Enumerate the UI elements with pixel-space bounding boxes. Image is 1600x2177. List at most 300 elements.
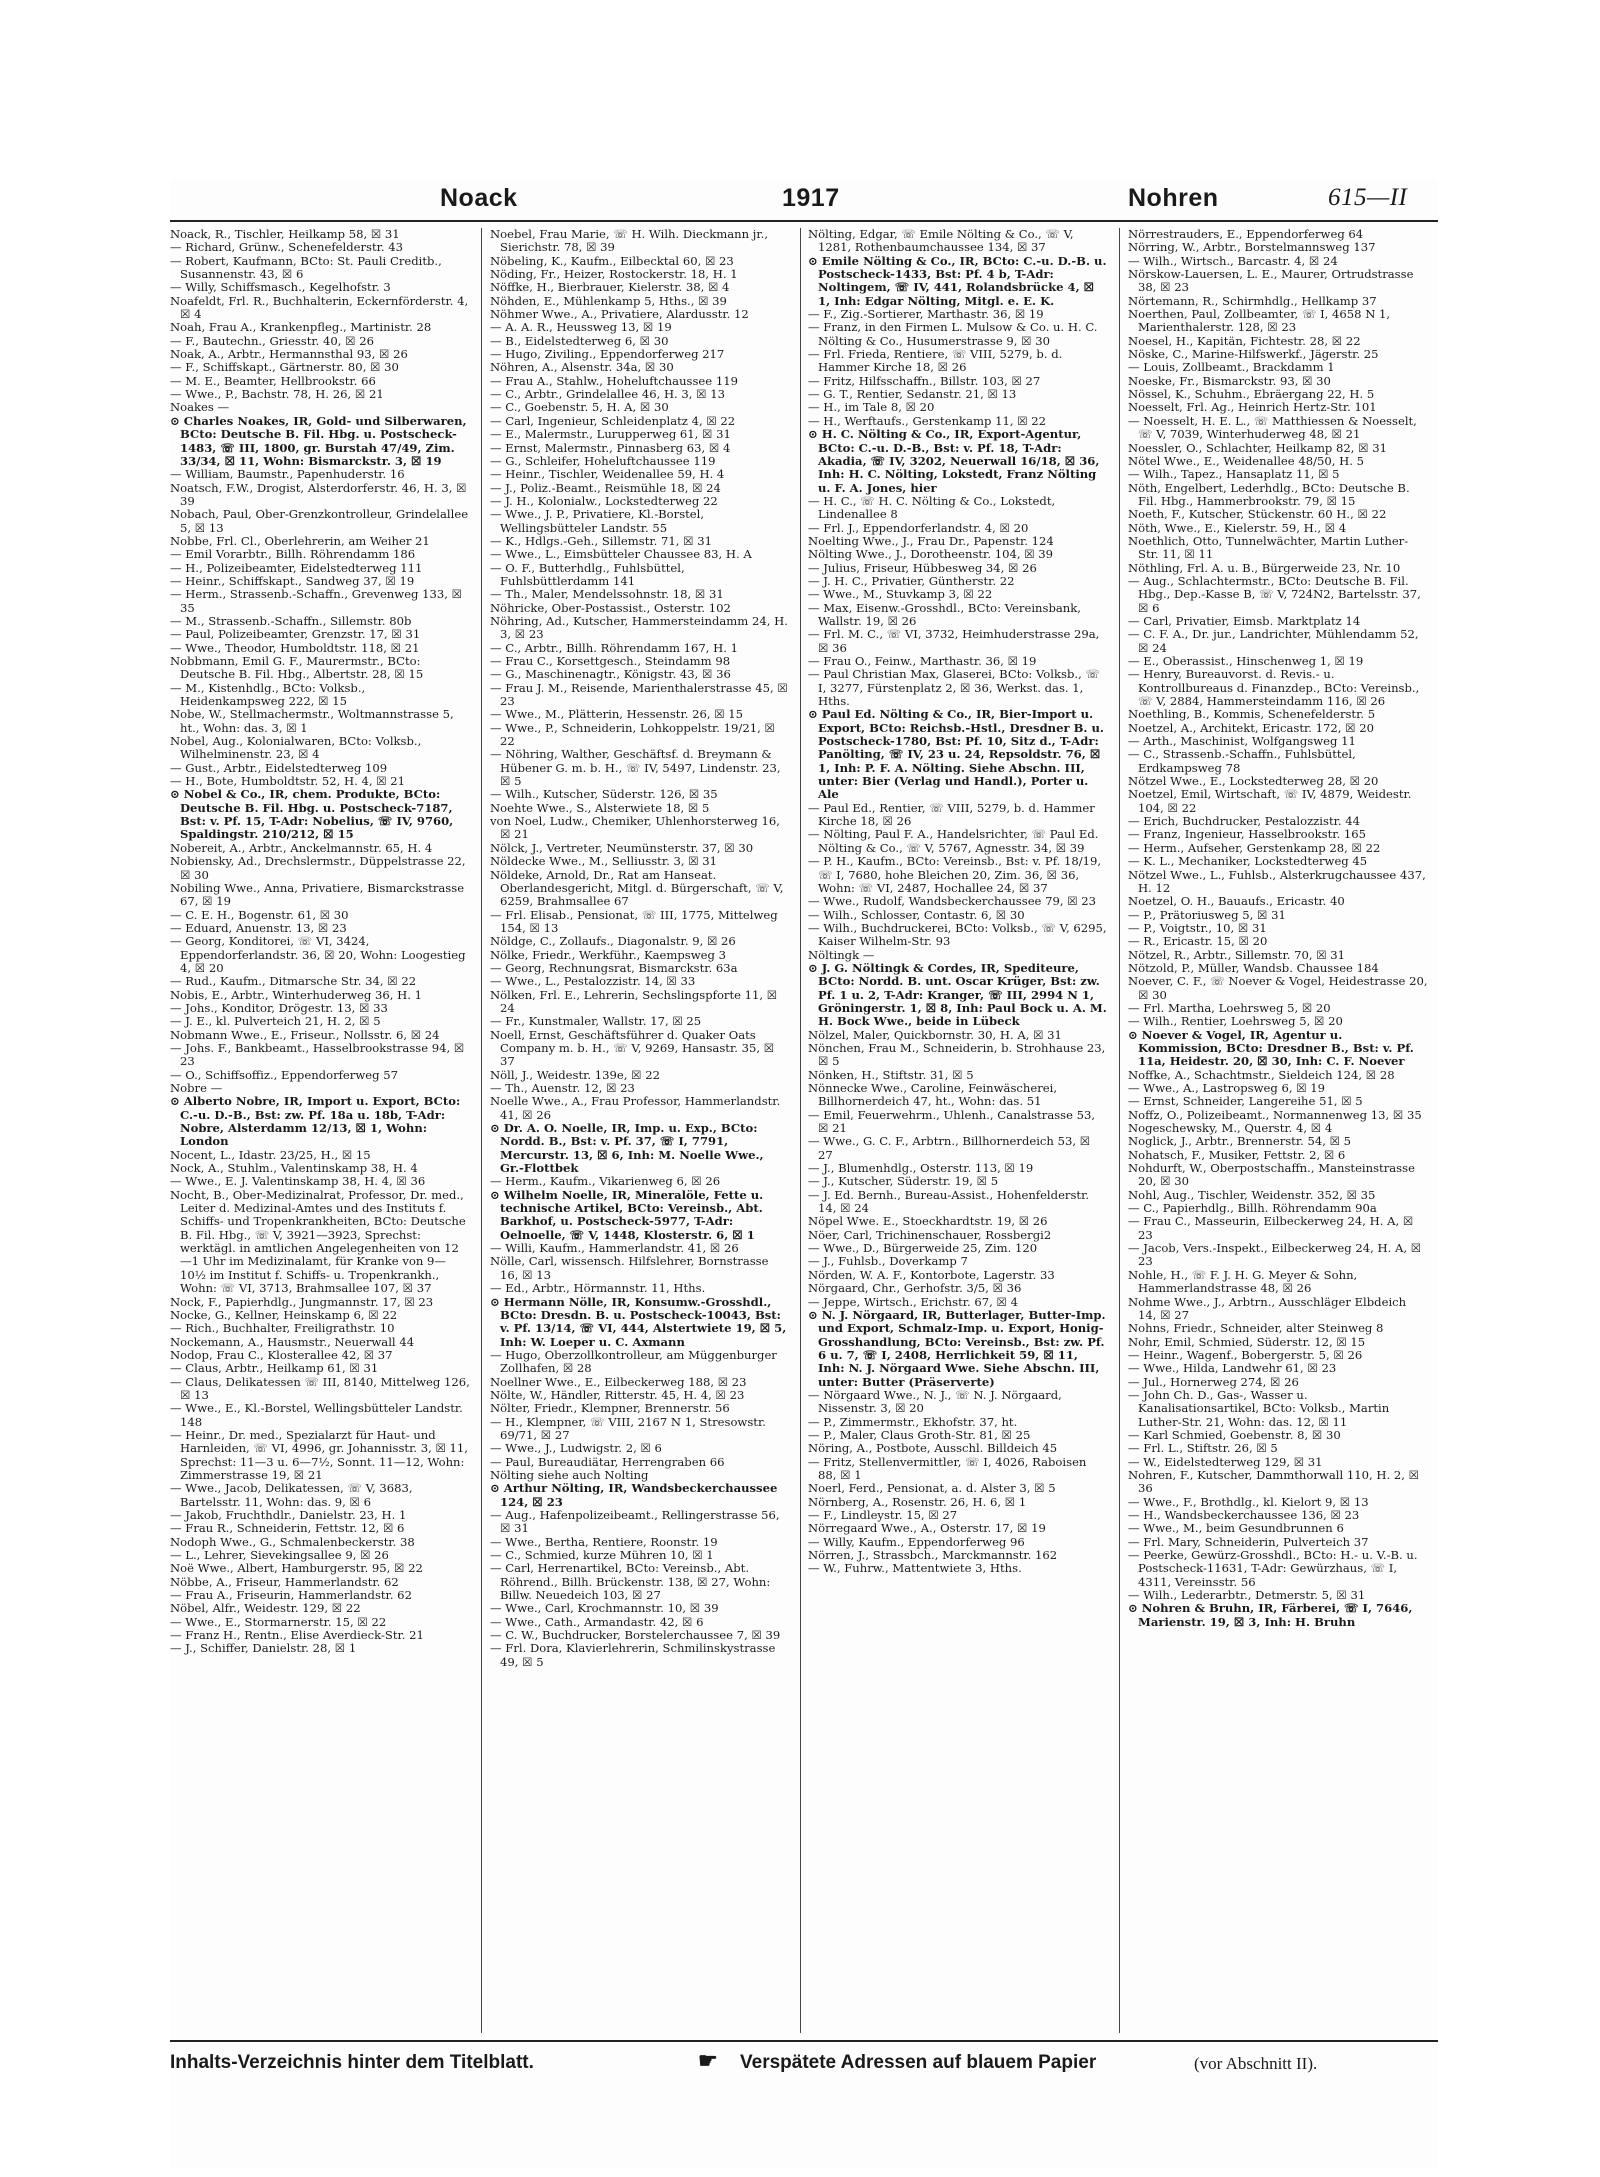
directory-entry: — Frl. L., Stiftstr. 26, ☒ 5 <box>1128 1441 1278 1456</box>
directory-entry: — Nöhring, Walther, Geschäftsf. d. Breymann & Hübener G. m. b. H., ☏ IV, 5497, Lindenstr. 23, ☒ 5 <box>490 747 781 789</box>
page-footer <box>170 2048 1438 2088</box>
directory-entry: — Frau J. M., Reisende, Marienthalerstrasse 45, ☒ 23 <box>490 680 788 709</box>
directory-entry: — F., Schiffskapt., Gärtnerstr. 80, ☒ 30 <box>170 360 399 375</box>
directory-entry: — J., Kutscher, Süderstr. 19, ☒ 5 <box>808 1174 999 1189</box>
directory-entry: Nohle, H., ☏ F. J. H. G. Meyer & Sohn, Hammerlandstrasse 48, ☒ 26 <box>1128 1267 1358 1296</box>
directory-entry: Noehte Wwe., S., Alsterwiete 18, ☒ 5 <box>490 800 710 815</box>
directory-entry: Nötzel Wwe., E., Lockstedterweg 28, ☒ 20 <box>1128 774 1379 789</box>
directory-entry: — Herm., Strassenb.-Schaffn., Grevenweg 133, ☒ 35 <box>170 587 463 615</box>
directory-entry: — Herm., Aufseher, Gerstenkamp 28, ☒ 22 <box>1128 840 1381 855</box>
directory-entry: Nohns, Friedr., Schneider, alter Steinweg 8 <box>1128 1321 1384 1336</box>
directory-entry: Noetzel, A., Architekt, Ericastr. 172, ☒ 20 <box>1128 720 1374 735</box>
column-4 <box>1128 228 1428 2033</box>
directory-entry: — Frau A., Friseurin, Hammerlandstr. 62 <box>170 1588 412 1603</box>
directory-entry: — Richard, Grünw., Schenefelderstr. 43 <box>170 240 404 255</box>
directory-entry: Noever, C. F., ☏ Noever & Vogel, Heidestrasse 20, ☒ 30 <box>1128 974 1428 1002</box>
directory-entry: Nötel Wwe., E., Weidenallee 48/50, H. 5 <box>1128 453 1364 468</box>
directory-entry: — E., Oberassist., Hinschenweg 1, ☒ 19 <box>1128 654 1364 668</box>
directory-entry: — B., Eidelstedterweg 6, ☒ 30 <box>490 333 669 348</box>
directory-entry: Noellner Wwe., E., Eilbeckerweg 188, ☒ 23 <box>490 1374 747 1389</box>
directory-entry: — Hugo, Ziviling., Eppendorferweg 217 <box>490 347 725 362</box>
directory-entry: — Frau C., Masseurin, Eilbeckerweg 24, H. A, ☒ 23 <box>1128 1214 1414 1242</box>
directory-entry: — Georg, Konditorei, ☏ VI, 3424, Eppendorferlandstr. 36, ☒ 20, Wohn: Loogestieg 4, ☒ 20 <box>170 934 466 975</box>
directory-entry: — Frl. J., Eppendorferlandstr. 4, ☒ 20 <box>808 520 1029 535</box>
directory-entry: Noafeldt, Frl. R., Buchhalterin, Eckernförderstr. 4, ☒ 4 <box>170 293 469 322</box>
firm-entry: ⊙ Noever & Vogel, IR, Agentur u. Kommission, BCto: Dresdner B., Bst: v. Pf. 11a, Heidestr. 20, ☒ 30, Inh: C. F. Noever <box>1128 1027 1414 1069</box>
directory-entry: — Frl. Elisab., Pensionat, ☏ III, 1775, Mittelweg 154, ☒ 13 <box>490 907 778 935</box>
directory-entry: Nobiensky, Ad., Drechslermstr., Düppelstrasse 22, ☒ 30 <box>170 854 466 882</box>
directory-entry: — Aug., Hafenpolizeibeamt., Rellingerstrasse 56, ☒ 31 <box>490 1508 780 1536</box>
directory-entry: — Ernst, Schneider, Langereihe 51, ☒ 5 <box>1128 1094 1363 1109</box>
directory-entry: Nölter, Friedr., Klempner, Brennerstr. 56 <box>490 1401 730 1416</box>
directory-entry: — Wwe., J., Ludwigstr. 2, ☒ 6 <box>490 1441 662 1456</box>
directory-entry: Nodoph Wwe., G., Schmalenbeckerstr. 38 <box>170 1534 415 1549</box>
directory-entry: Nobe, W., Stellmachermstr., Woltmannstrasse 5, ht., Wohn: das. 3, ☒ 1 <box>170 707 454 735</box>
directory-entry: — Paul, Bureaudiätar, Herrengraben 66 <box>490 1454 725 1469</box>
firm-entry: ⊙ Alberto Nobre, IR, Import u. Export, BCto: C.-u. D.-B., Bst: zw. Pf. 18a u. 18b, T-Adr: Nobre, Alsterdamm 12/13, ☒ 1, Wohn: London <box>170 1094 461 1149</box>
directory-entry: Noesel, H., Kapitän, Fichtestr. 28, ☒ 22 <box>1128 333 1361 348</box>
directory-entry: Nöpel Wwe. E., Stoeckhardtstr. 19, ☒ 26 <box>808 1214 1048 1229</box>
directory-entry: Nobmann Wwe., E., Friseur., Nollsstr. 6, ☒ 24 <box>170 1027 440 1042</box>
directory-entry: — C. E. H., Bogenstr. 61, ☒ 30 <box>170 907 349 922</box>
directory-entry: — E., Malermstr., Lurupperweg 61, ☒ 31 <box>490 427 731 442</box>
firm-entry: ⊙ Dr. A. O. Noelle, IR, Imp. u. Exp., BCto: Nordd. B., Bst: v. Pf. 37, ☏ I, 7791, Mercurstr. 13, ☒ 6, Inh: M. Noelle Wwe., Gr.-Flottbek <box>490 1121 764 1176</box>
directory-entry: — Frau C., Korsettgesch., Steindamm 98 <box>490 654 731 668</box>
directory-entry: — C., Arbtr., Grindelallee 46, H. 3, ☒ 13 <box>490 387 725 402</box>
directory-entry: Noetzel, O. H., Bauaufs., Ericastr. 40 <box>1128 894 1345 909</box>
directory-entry: — Heinr., Schiffskapt., Sandweg 37, ☒ 19 <box>170 573 415 588</box>
directory-entry: Noffke, A., Schachtmstr., Sieldeich 124, ☒ 28 <box>1128 1067 1395 1082</box>
directory-entry: — J., Poliz.-Beamt., Reismühle 18, ☒ 24 <box>490 480 721 495</box>
directory-entry: Nockemann, A., Hausmstr., Neuerwall 44 <box>170 1334 415 1349</box>
directory-entry: — Robert, Kaufmann, BCto: St. Pauli Creditb., Susannenstr. 43, ☒ 6 <box>170 253 442 282</box>
directory-entry: — Max, Eisenw.-Grosshdl., BCto: Vereinsbank, Wallstr. 19, ☒ 26 <box>808 600 1081 628</box>
firm-entry: ⊙ H. C. Nölting & Co., IR, Export-Agentur, BCto: C.-u. D.-B., Bst: v. Pf. 18, T-Adr: Akadia, ☏ IV, 3202, Neuerwall 16/18, ☒ 36, Inh: H. C. Nölting, Lokstedt, Franz Nölting u. F. A. Jones, hier <box>808 427 1100 495</box>
directory-entry: — Carl, Privatier, Eimsb. Marktplatz 14 <box>1128 613 1361 628</box>
directory-entry: Nöring, A., Postbote, Ausschl. Billdeich 45 <box>808 1441 1058 1456</box>
directory-entry: — Frl. Mary, Schneiderin, Pulverteich 37 <box>1128 1534 1369 1549</box>
directory-entry: Nöske, C., Marine-Hilfswerkf., Jägerstr. 25 <box>1128 347 1379 362</box>
directory-entry: Nöhring, Ad., Kutscher, Hammersteindamm 24, H. 3, ☒ 23 <box>490 613 788 642</box>
directory-entry: — Wwe., P., Bachstr. 78, H. 26, ☒ 21 <box>170 387 384 402</box>
directory-entry: — Heinr., Dr. med., Spezialarzt für Haut- und Harnleiden, ☏ VI, 4996, gr. Johannisstr. 3, ☒ 11, Sprechst: 11—3 u. 6—7½, Sonnt. 11—12, Wohn: Zimmerstrasse 19, ☒ 21 <box>170 1427 468 1482</box>
directory-entry: — Jul., Hornerweg 274, ☒ 26 <box>1128 1374 1299 1389</box>
directory-entry: Nöbbe, A., Friseur, Hammerlandstr. 62 <box>170 1574 399 1589</box>
directory-entry: — Aug., Schlachtermstr., BCto: Deutsche B. Fil. Hbg., Dep.-Kasse B, ☏ V, 724N2, Bartelsstr. 37, ☒ 6 <box>1128 573 1421 615</box>
directory-entry: — Gust., Arbtr., Eidelstedterweg 109 <box>170 760 388 775</box>
directory-entry: — Wilh., Kutscher, Süderstr. 126, ☒ 35 <box>490 787 718 802</box>
directory-entry: Noë Wwe., Albert, Hamburgerstr. 95, ☒ 22 <box>170 1561 423 1576</box>
directory-entry: Nöltingk — <box>808 947 875 962</box>
directory-entry: — Paul Christian Max, Glaserei, BCto: Volksb., ☏ I, 3277, Fürstenplatz 2, ☒ 36, Werkst. das. 1, Hths. <box>808 667 1100 709</box>
directory-entry: — H., Wandsbeckerchaussee 136, ☒ 23 <box>1128 1508 1360 1522</box>
directory-entry: — Frau R., Schneiderin, Fettstr. 12, ☒ 6 <box>170 1521 405 1536</box>
directory-entry: Nötzold, P., Müller, Wandsb. Chaussee 184 <box>1128 960 1379 975</box>
directory-entry: Nock, A., Stuhlm., Valentinskamp 38, H. 4 <box>170 1161 418 1176</box>
directory-entry: — Rud., Kaufm., Ditmarsche Str. 34, ☒ 22 <box>170 974 417 989</box>
directory-entry: Nölck, J., Vertreter, Neumünsterstr. 37, ☒ 30 <box>490 840 754 855</box>
directory-entry: Noffz, O., Polizeibeamt., Normannenweg 13, ☒ 35 <box>1128 1107 1422 1122</box>
directory-entry: — Paul Ed., Rentier, ☏ VIII, 5279, b. d. Hammer Kirche 18, ☒ 26 <box>808 800 1095 829</box>
directory-entry: — Carl, Ingenieur, Schleidenplatz 4, ☒ 22 <box>490 413 736 428</box>
directory-entry: — C., Arbtr., Billh. Röhrendamm 167, H. 1 <box>490 640 739 655</box>
directory-entry: — P., Voigtstr., 10, ☒ 31 <box>1128 920 1267 935</box>
directory-page <box>170 178 1438 2168</box>
directory-entry: Nohl, Aug., Tischler, Weidenstr. 352, ☒ 35 <box>1128 1187 1376 1202</box>
directory-entry: — P., Maler, Claus Groth-Str. 81, ☒ 25 <box>808 1427 1031 1442</box>
directory-entry: Noelting Wwe., J., Frau Dr., Papenstr. 124 <box>808 533 1054 548</box>
directory-entry: — Frl. Martha, Loehrsweg 5, ☒ 20 <box>1128 1000 1331 1015</box>
directory-entry: — H., Klempner, ☏ VIII, 2167 N 1, Stresowstr. 69/71, ☒ 27 <box>490 1414 766 1442</box>
firm-entry: ⊙ Nobel & Co., IR, chem. Produkte, BCto: Deutsche B. Fil. Hbg. u. Postscheck-7187, Bst: v. Pf. 15, T-Adr: Nobelius, ☏ IV, 9760, Spaldingstr. 210/212, ☒ 15 <box>170 787 454 842</box>
directory-entry: — Rich., Buchhalter, Freiligrathstr. 10 <box>170 1321 395 1336</box>
directory-entry: — Noesselt, H. E. L., ☏ Matthiessen & Noesselt, ☏ V, 7039, Winterhuderweg 48, ☒ 21 <box>1128 413 1417 442</box>
firm-entry: ⊙ Arthur Nölting, IR, Wandsbeckerchaussee 124, ☒ 23 <box>490 1481 778 1509</box>
directory-entry: — Frl. M. C., ☏ VI, 3732, Heimhuderstrasse 29a, ☒ 36 <box>808 627 1100 655</box>
directory-entry: — Th., Maler, Mendelssohnstr. 18, ☒ 31 <box>490 587 724 602</box>
directory-entry: Nöldge, C., Zollaufs., Diagonalstr. 9, ☒ 26 <box>490 934 736 949</box>
directory-entry: — Wwe., M., Plätterin, Hessenstr. 26, ☒ 15 <box>490 707 744 722</box>
firm-entry: ⊙ Charles Noakes, IR, Gold- und Silberwaren, BCto: Deutsche B. Fil. Hbg. u. Postscheck-1483, ☏ III, 1800, gr. Burstah 47/49, Zim. 33/34, ☒ 11, Wohn: Bismarckstr. 3, ☒ 19 <box>170 413 467 468</box>
directory-entry: — K. L., Mechaniker, Lockstedterweg 45 <box>1128 854 1368 869</box>
directory-entry: — Herm., Kaufm., Vikarienweg 6, ☒ 26 <box>490 1174 721 1189</box>
directory-entry: Nörtemann, R., Schirmhdlg., Hellkamp 37 <box>1128 293 1377 308</box>
directory-entry: — C. W., Buchdrucker, Borstelerchaussee 7, ☒ 39 <box>490 1628 781 1643</box>
directory-entry: Nobbmann, Emil G. F., Maurermstr., BCto: Deutsche B. Fil. Hbg., Albertstr. 28, ☒ 15 <box>170 654 424 682</box>
directory-entry: — Wwe., Bertha, Rentiere, Roonstr. 19 <box>490 1534 718 1549</box>
directory-entry: Nöll, J., Weidestr. 139e, ☒ 22 <box>490 1067 660 1082</box>
directory-entry: Nölting, Edgar, ☏ Emile Nölting & Co., ☏ V, 1281, Rothenbaumchaussee 134, ☒ 37 <box>808 228 1074 255</box>
directory-entry: Nössel, K., Schuhm., Ebräergang 22, H. 5 <box>1128 387 1375 402</box>
directory-entry: Nörren, J., Strassbch., Marckmannstr. 162 <box>808 1548 1058 1563</box>
directory-entry: — H., im Tale 8, ☒ 20 <box>808 400 935 415</box>
directory-entry: — R., Ericastr. 15, ☒ 20 <box>1128 934 1268 949</box>
directory-entry: Nöldeke, Arnold, Dr., Rat am Hanseat. Oberlandesgericht, Mitgl. d. Bürgerschaft, ☏ V, 6259, Brahmsallee 67 <box>490 867 784 909</box>
directory-entry: Nobach, Paul, Ober-Grenzkontrolleur, Grindelallee 5, ☒ 13 <box>170 507 469 535</box>
directory-entry: — Fritz, Hilfsschaffn., Billstr. 103, ☒ 27 <box>808 373 1041 388</box>
directory-entry: Nöding, Fr., Heizer, Rostockerstr. 18, H. 1 <box>490 267 738 282</box>
firm-entry: ⊙ Nohren & Bruhn, IR, Färberei, ☏ I, 7646, Marienstr. 19, ☒ 3, Inh: H. Bruhn <box>1128 1601 1413 1629</box>
directory-entry: — G. T., Rentier, Sedanstr. 21, ☒ 13 <box>808 387 1017 402</box>
directory-entry: — Julius, Friseur, Hübbesweg 34, ☒ 26 <box>808 560 1037 575</box>
directory-entry: — Claus, Delikatessen ☏ III, 8140, Mittelweg 126, ☒ 13 <box>170 1374 470 1402</box>
directory-entry: — F., Bautechn., Griesstr. 40, ☒ 26 <box>170 333 374 348</box>
directory-entry: — Nölting, Paul F. A., Handelsrichter, ☏ Paul Ed. Nölting & Co., ☏ V, 5767, Agnesstr. 34, ☒ 39 <box>808 827 1099 855</box>
directory-entry: — Wwe., D., Bürgerweide 25, Zim. 120 <box>808 1241 1038 1256</box>
directory-entry: Nörring, W., Arbtr., Borstelmannsweg 137 <box>1128 240 1376 255</box>
directory-entry: Noerthen, Paul, Zollbeamter, ☏ I, 4658 N 1, Marienthalerstr. 128, ☒ 23 <box>1128 307 1391 335</box>
directory-entry: — H. C., ☏ H. C. Nölting & Co., Lokstedt, Lindenallee 8 <box>808 493 1056 522</box>
directory-entry: — Georg, Rechnungsrat, Bismarckstr. 63a <box>490 960 738 975</box>
directory-entry: — Jeppe, Wirtsch., Erichstr. 67, ☒ 4 <box>808 1294 1018 1309</box>
firm-entry: ⊙ J. G. Nöltingk & Cordes, IR, Spediteure, BCto: Nordd. B. unt. Oscar Krüger, Bst: zw. Pf. 1 u. 2, T-Adr: Kranger, ☏ III, 2994 N 1, Gröningerstr. 1, ☒ 8, Inh: Paul Bock u. A. M. H. Bock Wwe., beide in Lübeck <box>808 960 1107 1029</box>
directory-entry: — K., Hdlgs.-Geh., Sillemstr. 71, ☒ 31 <box>490 533 712 548</box>
directory-entry: Noatsch, F.W., Drogist, Alsterdorferstr. 46, H. 3, ☒ 39 <box>170 480 467 508</box>
directory-entry: — Wwe., Cath., Armandastr. 42, ☒ 6 <box>490 1614 704 1629</box>
directory-entry: Noetzel, Emil, Wirtschaft, ☏ IV, 4879, Weidestr. 104, ☒ 22 <box>1128 787 1412 815</box>
directory-entry: Nöhden, E., Mühlenkamp 5, Hths., ☒ 39 <box>490 293 727 308</box>
directory-entry: Nölte, W., Händler, Ritterstr. 45, H. 4, ☒ 23 <box>490 1387 745 1402</box>
directory-entry: — A. A. R., Heussweg 13, ☒ 19 <box>490 320 672 335</box>
directory-entry: — Wwe., F., Brothdlg., kl. Kielort 9, ☒ 13 <box>1128 1494 1369 1509</box>
page-header <box>170 178 1438 218</box>
directory-entry: — Ed., Arbtr., Hörmannstr. 11, Hths. <box>490 1281 706 1296</box>
directory-entry: — Franz, Ingenieur, Hasselbrookstr. 165 <box>1128 827 1367 842</box>
directory-entry: — Willi, Kaufm., Hammerlandstr. 41, ☒ 26 <box>490 1241 739 1256</box>
directory-entry: Nörnberg, A., Rosenstr. 26, H. 6, ☒ 1 <box>808 1494 1027 1509</box>
directory-entry: — W., Eidelstedterweg 129, ☒ 31 <box>1128 1454 1323 1469</box>
directory-entry: — Wwe., E., Kl.-Borstel, Wellingsbütteler Landstr. 148 <box>170 1401 463 1429</box>
directory-entry: Nörden, W. A. F., Kontorbote, Lagerstr. 33 <box>808 1267 1055 1282</box>
directory-entry: Nönchen, Frau M., Schneiderin, b. Strohhause 23, ☒ 5 <box>808 1040 1106 1069</box>
pointing-hand-icon: ☛ <box>698 2048 718 2073</box>
directory-entry: Nönken, H., Stiftstr. 31, ☒ 5 <box>808 1067 974 1082</box>
directory-entry: — Wilh., Schlosser, Contastr. 6, ☒ 30 <box>808 907 1025 922</box>
directory-entry: — Wwe., Jacob, Delikatessen, ☏ V, 3683, Bartelsstr. 11, Wohn: das. 9, ☒ 6 <box>170 1481 413 1509</box>
directory-entry: — C. F. A., Dr. jur., Landrichter, Mühlendamm 52, ☒ 24 <box>1128 627 1419 655</box>
directory-entry: — M., Kistenhdlg., BCto: Volksb., Heidenkampsweg 222, ☒ 15 <box>170 680 366 709</box>
directory-entry: — C., Schmied, kurze Mühren 10, ☒ 1 <box>490 1548 714 1563</box>
directory-entry: — C., Papierhdlg., Billh. Röhrendamm 90a <box>1128 1201 1377 1216</box>
directory-entry: Nöhren, A., Alsenstr. 34a, ☒ 30 <box>490 360 674 375</box>
directory-entry: — Wwe., Theodor, Humboldtstr. 118, ☒ 21 <box>170 640 420 655</box>
directory-entry: Nobiling Wwe., Anna, Privatiere, Bismarckstrasse 67, ☒ 19 <box>170 880 465 909</box>
directory-entry: Noeth, F., Kutscher, Stückenstr. 60 H., ☒ 22 <box>1128 507 1387 522</box>
directory-entry: Nötzel, R., Arbtr., Sillemstr. 70, ☒ 31 <box>1128 947 1346 962</box>
directory-entry: — Hugo, Oberzollkontrolleur, am Müggenburger Zollhafen, ☒ 28 <box>490 1347 777 1376</box>
directory-entry: — P., Prätoriusweg 5, ☒ 31 <box>1128 907 1286 922</box>
directory-entry: — Wilh., Lederarbtr., Detmerstr. 5, ☒ 31 <box>1128 1588 1366 1603</box>
directory-entry: Nölke, Friedr., Werkführ., Kaempsweg 3 <box>490 947 727 962</box>
directory-entry: Noebel, Frau Marie, ☏ H. Wilh. Dieckmann jr., Sierichstr. 78, ☒ 39 <box>490 228 769 255</box>
directory-entry: Nocke, G., Kellner, Heinskamp 6, ☒ 22 <box>170 1307 398 1322</box>
directory-entry: Nörskow-Lauersen, L. E., Maurer, Ortrudstrasse 38, ☒ 23 <box>1128 267 1414 295</box>
directory-entry: — Willy, Kaufm., Eppendorferweg 96 <box>808 1534 1025 1549</box>
directory-entry: Nöhmer Wwe., A., Privatiere, Alardusstr. 12 <box>490 307 749 322</box>
directory-entry: Noessler, O., Schlachter, Heilkamp 82, ☒ 31 <box>1128 440 1387 455</box>
directory-entry: Nodop, Frau C., Klosterallee 42, ☒ 37 <box>170 1347 393 1362</box>
directory-entry: — Karl Schmied, Goebenstr. 8, ☒ 30 <box>1128 1427 1341 1442</box>
directory-entry: — Wwe., M., beim Gesundbrunnen 6 <box>1128 1521 1344 1536</box>
directory-entry: — Johs., Konditor, Drögestr. 13, ☒ 33 <box>170 1000 388 1015</box>
directory-entry: Nöhricke, Ober-Postassist., Osterstr. 102 <box>490 600 731 615</box>
directory-entry: Nöldecke Wwe., M., Selliusstr. 3, ☒ 31 <box>490 854 718 869</box>
directory-entry: Noakes — <box>170 400 230 415</box>
directory-entry: Nörregaard Wwe., A., Osterstr. 17, ☒ 19 <box>808 1521 1046 1536</box>
directory-entry: Nogeschewsky, M., Querstr. 4, ☒ 4 <box>1128 1121 1333 1136</box>
directory-entry: Noethling, B., Kommis, Schenefelderstr. 5 <box>1128 707 1376 722</box>
column-2 <box>490 228 790 2033</box>
directory-columns <box>170 228 1438 2033</box>
directory-entry: — Franz H., Rentn., Elise Averdieck-Str. 21 <box>170 1628 424 1643</box>
directory-entry: Nölken, Frl. E., Lehrerin, Sechslingspforte 11, ☒ 24 <box>490 987 778 1015</box>
firm-entry: ⊙ Paul Ed. Nölting & Co., IR, Bier-Import u. Export, BCto: Reichsb.-Hstl., Dresdner B. u. Postscheck-1780, Bst: Pf. 10, Sitz d., T-Adr: Panölting, ☏ IV, 23 u. 24, Repsoldstr. 76, ☒ 1, Inh: P. F. A. Nölting. Siehe Abschn. III, unter: Bier (Verlag und Handl.), Porter u. Ale <box>808 707 1104 802</box>
directory-entry: — Willy, Schiffsmasch., Kegelhofstr. 3 <box>170 280 391 295</box>
directory-entry: — H., Werftaufs., Gerstenkamp 11, ☒ 22 <box>808 413 1047 428</box>
directory-entry: — F., Lindleystr. 15, ☒ 27 <box>808 1508 958 1522</box>
directory-entry: — Wwe., L., Eimsbütteler Chaussee 83, H. A <box>490 547 752 562</box>
directory-entry: — M. E., Beamter, Hellbrookstr. 66 <box>170 373 376 388</box>
directory-entry: Nohren, F., Kutscher, Dammthorwall 110, H. 2, ☒ 36 <box>1128 1467 1419 1496</box>
directory-entry: — Paul, Polizeibeamter, Grenzstr. 17, ☒ 31 <box>170 627 421 642</box>
directory-entry: Noack, R., Tischler, Heilkamp 58, ☒ 31 <box>170 228 400 241</box>
directory-entry: — Peerke, Gewürz-Grosshdl., BCto: H.- u. V.-B. u. Postscheck-11631, T-Adr: Gewürzhaus, ☏ I, 4311, Vereinsstr. 56 <box>1128 1548 1418 1589</box>
directory-entry: — Wwe., M., Stuvkamp 3, ☒ 22 <box>808 587 993 602</box>
directory-entry: — Wwe., E., Stormarnerstr. 15, ☒ 22 <box>170 1614 387 1629</box>
directory-entry: — P., Zimmermstr., Ekhofstr. 37, ht. <box>808 1414 1018 1429</box>
firm-entry: ⊙ N. J. Nörgaard, IR, Butterlager, Butter-Imp. und Export, Schmalz-Imp. u. Export, Honig-Grosshandlung, BCto: Vereinsb., Bst: zw. Pf. 6 u. 7, ☏ I, 2408, Herrlichkeit 59, ☒ 11, Inh: N. J. Nörgaard Wwe. Siehe Abschn. III, unter: Butter (Präserverte) <box>808 1307 1106 1389</box>
directory-entry: — Louis, Zollbeamt., Brackdamm 1 <box>1128 360 1335 375</box>
directory-entry: — Wwe., L., Pestalozzistr. 14, ☒ 33 <box>490 974 696 989</box>
directory-entry: — Heinr., Wagenf., Bobergerstr. 5, ☒ 26 <box>1128 1347 1363 1362</box>
directory-entry: — J., Schiffer, Danielstr. 28, ☒ 1 <box>170 1641 357 1656</box>
directory-entry: Noak, A., Arbtr., Hermannsthal 93, ☒ 26 <box>170 347 408 362</box>
directory-entry: — O. F., Butterhdlg., Fuhlsbüttel, Fuhlsbüttlerdamm 141 <box>490 560 685 588</box>
directory-entry: — Fr., Kunstmaler, Wallstr. 17, ☒ 25 <box>490 1014 702 1029</box>
directory-entry: Nocent, L., Idastr. 23/25, H., ☒ 15 <box>170 1147 371 1162</box>
directory-entry: Noah, Frau A., Krankenpfleg., Martinistr. 28 <box>170 320 432 335</box>
directory-entry: Noeske, Fr., Bismarckstr. 93, ☒ 30 <box>1128 373 1331 388</box>
directory-entry: — Franz, in den Firmen L. Mulsow & Co. u. H. C. Nölting & Co., Husumerstrasse 9, ☒ 30 <box>808 320 1098 348</box>
directory-entry: Nöbeling, K., Kaufm., Eilbecktal 60, ☒ 23 <box>490 253 734 268</box>
directory-entry: — Th., Auenstr. 12, ☒ 23 <box>490 1081 635 1095</box>
directory-entry: — Wwe., P., Schneiderin, Lohkoppelstr. 19/21, ☒ 22 <box>490 720 775 749</box>
directory-entry: — Wwe., Rudolf, Wandsbeckerchaussee 79, ☒ 23 <box>808 894 1097 909</box>
directory-entry: — H., Bote, Humboldtstr. 52, H. 4, ☒ 21 <box>170 774 406 789</box>
directory-entry: Nölzel, Maler, Quickbornstr. 30, H. A, ☒ 31 <box>808 1027 1062 1042</box>
directory-entry: Nöth, Engelbert, Lederhdlg., BCto: Deutsche B. Fil. Hbg., Hammerbrookstr. 79, ☒ 15 <box>1128 480 1410 508</box>
directory-entry: Nohme Wwe., J., Arbtrn., Ausschläger Elbdeich 14, ☒ 27 <box>1128 1294 1407 1322</box>
directory-entry: — Claus, Arbtr., Heilkamp 61, ☒ 31 <box>170 1361 379 1376</box>
directory-entry: — J. E., kl. Pulverteich 21, H. 2, ☒ 5 <box>170 1014 381 1029</box>
directory-entry: — O., Schiffsoffiz., Eppendorferweg 57 <box>170 1067 398 1082</box>
directory-entry: Nörrestrauders, E., Eppendorferweg 64 <box>1128 228 1364 241</box>
directory-entry: Noethlich, Otto, Tunnelwächter, Martin Luther-Str. 11, ☒ 11 <box>1128 533 1409 562</box>
directory-entry: — Frl. Frieda, Rentiere, ☏ VIII, 5279, b. d. Hammer Kirche 18, ☒ 26 <box>808 347 1063 375</box>
directory-entry: — Wilh., Wirtsch., Barcastr. 4, ☒ 24 <box>1128 253 1338 268</box>
directory-entry: — Nörgaard Wwe., N. J., ☏ N. J. Nörgaard, Nissenstr. 3, ☒ 20 <box>808 1387 1062 1416</box>
directory-entry: Nobbe, Frl. Cl., Oberlehrerin, am Weiher 21 <box>170 533 430 548</box>
column-3 <box>808 228 1108 2033</box>
directory-entry: — C., Strassenb.-Schaffn., Fuhlsbüttel, Erdkampsweg 78 <box>1128 747 1356 775</box>
firm-entry: ⊙ Wilhelm Noelle, IR, Mineralöle, Fette u. technische Artikel, BCto: Vereinsb., Abt. Barkhof, u. Postscheck-5977, T-Adr: Oelnoelle, ☏ V, 1448, Klosterstr. 6, ☒ 1 <box>490 1187 764 1242</box>
directory-entry: Nobel, Aug., Kolonialwaren, BCto: Volksb., Wilhelminenstr. 23, ☒ 4 <box>170 734 422 762</box>
directory-entry: — Frau O., Feinw., Marthastr. 36, ☒ 19 <box>808 654 1037 668</box>
directory-entry: — J. H., Kolonialw., Lockstedterweg 22 <box>490 493 718 508</box>
header-page-number: 615—II <box>1328 184 1408 211</box>
directory-entry: — C., Goebenstr. 5, H. A, ☒ 30 <box>490 400 669 415</box>
directory-entry: — P. H., Kaufm., BCto: Vereinsb., Bst: v. Pf. 18/19, ☏ I, 7680, hohe Bleichen 20, Zim. 36, ☒ 36, Wohn: ☏ VI, 2487, Hochallee 24, ☒ 37 <box>808 854 1102 895</box>
directory-entry: Nohdurft, W., Oberpostschaffn., Mansteinstrasse 20, ☒ 30 <box>1128 1161 1415 1189</box>
directory-entry: — Ernst, Malermstr., Pinnasberg 63, ☒ 4 <box>490 440 731 455</box>
header-year: 1917 <box>782 184 840 212</box>
firm-entry: ⊙ Emile Nölting & Co., IR, BCto: C.-u. D.-B. u. Postscheck-1433, Bst: Pf. 4 b, T-Adr: Noltingem, ☏ IV, 441, Rolandsbrücke 4, ☒ 1, Inh: Edgar Nölting, Mitgl. e. E. K. <box>808 253 1107 308</box>
directory-entry: Nöbel, Alfr., Weidestr. 129, ☒ 22 <box>170 1601 361 1616</box>
column-1 <box>170 228 470 2033</box>
footer-section-note: (vor Abschnitt II). <box>1194 2054 1318 2073</box>
directory-entry: — Wwe., A., Lastropsweg 6, ☒ 19 <box>1128 1081 1326 1095</box>
directory-entry: — Carl, Herrenartikel, BCto: Vereinsb., Abt. Röhrend., Billh. Brückenstr. 138, ☒ 27, Wohn: Billw. Neuedeich 103, ☒ 27 <box>490 1561 771 1603</box>
directory-entry: — Wwe., Hilda, Landwehr 61, ☒ 23 <box>1128 1361 1337 1376</box>
footer-rule <box>170 2040 1438 2042</box>
directory-entry: — Wilh., Buchdruckerei, BCto: Volksb., ☏ V, 6295, Kaiser Wilhelm-Str. 93 <box>808 920 1107 949</box>
directory-entry: — Wilh., Tapez., Hansaplatz 11, ☒ 5 <box>1128 467 1340 482</box>
directory-entry: — John Ch. D., Gas-, Wasser u. Kanalisationsartikel, BCto: Volksb., Martin Luther-Str. 21, Wohn: das. 12, ☒ 11 <box>1128 1387 1390 1429</box>
directory-entry: — Henry, Bureauvorst. d. Revis.- u. Kontrollbureaus d. Finanzdep., BCto: Vereinsb., ☏ V, 2884, Hammersteindamm 116, ☒ 26 <box>1128 667 1420 709</box>
directory-entry: Nölting siehe auch Nolting <box>490 1467 649 1482</box>
footer-late-addresses-note: Verspätete Adressen auf blauem Papier <box>740 2052 1097 2073</box>
directory-entry: — Fritz, Stellenvermittler, ☏ I, 4026, Raboisen 88, ☒ 1 <box>808 1454 1087 1482</box>
directory-entry: Nöthling, Frl. A. u. B., Bürgerweide 23, Nr. 10 <box>1128 560 1401 575</box>
firm-entry: ⊙ Hermann Nölle, IR, Konsumw.-Grosshdl., BCto: Dresdn. B. u. Postscheck-10043, Bst: v. Pf. 13/14, ☏ VI, 444, Alstertwiete 19, ☒ 5, Inh: W. Loeper u. C. Axmann <box>490 1294 787 1349</box>
directory-entry: Noell, Ernst, Geschäftsführer d. Quaker Oats Company m. b. H., ☏ V, 9269, Hansastr. 35, ☒ 37 <box>490 1027 775 1069</box>
directory-entry: — G., Maschinenagtr., Königstr. 43, ☒ 36 <box>490 667 731 682</box>
directory-entry: Nöffke, H., Bierbrauer, Kielerstr. 38, ☒ 4 <box>490 280 730 295</box>
directory-entry: Nölting Wwe., J., Dorotheenstr. 104, ☒ 39 <box>808 547 1054 562</box>
directory-entry: Noelle Wwe., A., Frau Professor, Hammerlandstr. 41, ☒ 26 <box>490 1094 781 1122</box>
directory-entry: Noerl, Ferd., Pensionat, a. d. Alster 3, ☒ 5 <box>808 1481 1056 1496</box>
directory-entry: Nötzel Wwe., L., Fuhlsb., Alsterkrugchaussee 437, H. 12 <box>1128 867 1426 895</box>
directory-entry: — Arth., Maschinist, Wolfgangsweg 11 <box>1128 734 1356 749</box>
directory-entry: Nohr, Emil, Schmied, Süderstr. 12, ☒ 15 <box>1128 1334 1366 1349</box>
directory-entry: — F., Zig.-Sortierer, Marthastr. 36, ☒ 19 <box>808 307 1044 322</box>
directory-entry: — M., Strassenb.-Schaffn., Sillemstr. 80b <box>170 613 412 628</box>
directory-entry: — W., Fuhrw., Mattentwiete 3, Hths. <box>808 1561 1022 1576</box>
directory-entry: Nocht, B., Ober-Medizinalrat, Professor, Dr. med., Leiter d. Medizinal-Amtes und des Instituts f. Schiffs- und Tropenkrankheiten, BCto: Deutsche B. Fil. Hbg., ☏ V, 3921—3923, Sprechst: werktägl. in amtlichen Angelegenheiten von 12—1 Uhr im Medizinalamt, für Kranke von 9—10½ im Institut f. Schiffs- u. Tropenkrankh., Wohn: ☏ VI, 3713, Brahmsallee 107, ☒ 37 <box>170 1187 466 1296</box>
directory-entry: — J., Fuhlsb., Doverkamp 7 <box>808 1254 968 1269</box>
directory-entry: — J. H. C., Privatier, Güntherstr. 22 <box>808 573 1015 588</box>
directory-entry: Nobre — <box>170 1081 223 1095</box>
directory-entry: — Eduard, Anuenstr. 13, ☒ 23 <box>170 920 347 935</box>
directory-entry: — L., Lehrer, Sievekingsallee 9, ☒ 26 <box>170 1548 389 1563</box>
directory-entry: Nobis, E., Arbtr., Winterhuderweg 36, H. 1 <box>170 987 422 1002</box>
directory-entry: Nörgaard, Chr., Gerhofstr. 3/5, ☒ 36 <box>808 1281 1022 1296</box>
directory-entry: — H., Polizeibeamter, Eidelstedterweg 111 <box>170 560 423 575</box>
directory-entry: — Wwe., Carl, Krochmannstr. 10, ☒ 39 <box>490 1601 719 1616</box>
directory-entry: — Jakob, Fruchthdlr., Danielstr. 23, H. 1 <box>170 1508 407 1522</box>
directory-entry: Nölle, Carl, wissensch. Hilfslehrer, Bornstrasse 16, ☒ 13 <box>490 1254 769 1282</box>
directory-entry: Nönnecke Wwe., Caroline, Feinwäscherei, Billhornerdeich 47, ht., Wohn: das. 51 <box>808 1081 1058 1109</box>
directory-entry: Nock, F., Papierhdlg., Jungmannstr. 17, ☒ 23 <box>170 1294 434 1309</box>
directory-entry: Nöth, Wwe., E., Kielerstr. 59, H., ☒ 4 <box>1128 520 1347 535</box>
directory-entry: — G., Schleifer, Hoheluftchaussee 119 <box>490 453 716 468</box>
directory-entry: Nohatsch, F., Musiker, Fettstr. 2, ☒ 6 <box>1128 1147 1346 1162</box>
directory-entry: Noesselt, Frl. Ag., Heinrich Hertz-Str. 101 <box>1128 400 1377 415</box>
directory-entry: — Emil Vorarbtr., Billh. Röhrendamm 186 <box>170 547 416 562</box>
header-last-name: Nohren <box>1128 184 1219 212</box>
directory-entry: — Jacob, Vers.-Inspekt., Eilbeckerweg 24, H. A, ☒ 23 <box>1128 1241 1422 1269</box>
directory-entry: — J., Blumenhdlg., Osterstr. 113, ☒ 19 <box>808 1161 1034 1176</box>
directory-entry: Nöer, Carl, Trichinenschauer, Rossbergi2 <box>808 1227 1052 1242</box>
directory-entry: — J. Ed. Bernh., Bureau-Assist., Hohenfelderstr. 14, ☒ 24 <box>808 1187 1090 1216</box>
directory-entry: Nobereit, A., Arbtr., Anckelmannstr. 65, H. 4 <box>170 840 433 855</box>
directory-entry: — William, Baumstr., Papenhuderstr. 16 <box>170 467 405 482</box>
directory-entry: — Frau A., Stahlw., Hoheluftchaussee 119 <box>490 373 738 388</box>
directory-entry: — Wilh., Rentier, Loehrsweg 5, ☒ 20 <box>1128 1014 1343 1029</box>
directory-entry: von Noel, Ludw., Chemiker, Uhlenhorsterweg 16, ☒ 21 <box>490 814 780 842</box>
footer-index-note: Inhalts-Verzeichnis hinter dem Titelblatt. <box>170 2052 534 2073</box>
directory-entry: — Wwe., G. C. F., Arbtrn., Billhornerdeich 53, ☒ 27 <box>808 1134 1091 1162</box>
directory-entry: Noglick, J., Arbtr., Brennerstr. 54, ☒ 5 <box>1128 1134 1352 1149</box>
directory-entry: — Emil, Feuerwehrm., Uhlenh., Canalstrasse 53, ☒ 21 <box>808 1107 1096 1136</box>
directory-entry: — Frl. Dora, Klavierlehrerin, Schmilinskystrasse 49, ☒ 5 <box>490 1641 776 1669</box>
header-rule <box>170 220 1438 222</box>
directory-entry: — Wwe., E. J. Valentinskamp 38, H. 4, ☒ 36 <box>170 1174 426 1189</box>
header-first-name: Noack <box>440 184 518 212</box>
directory-entry: — Erich, Buchdrucker, Pestalozzistr. 44 <box>1128 814 1360 829</box>
directory-entry: — Wwe., J. P., Privatiere, Kl.-Borstel, Wellingsbütteler Landstr. 55 <box>490 507 705 535</box>
directory-entry: — Johs. F., Bankbeamt., Hasselbrookstrasse 94, ☒ 23 <box>170 1040 465 1069</box>
